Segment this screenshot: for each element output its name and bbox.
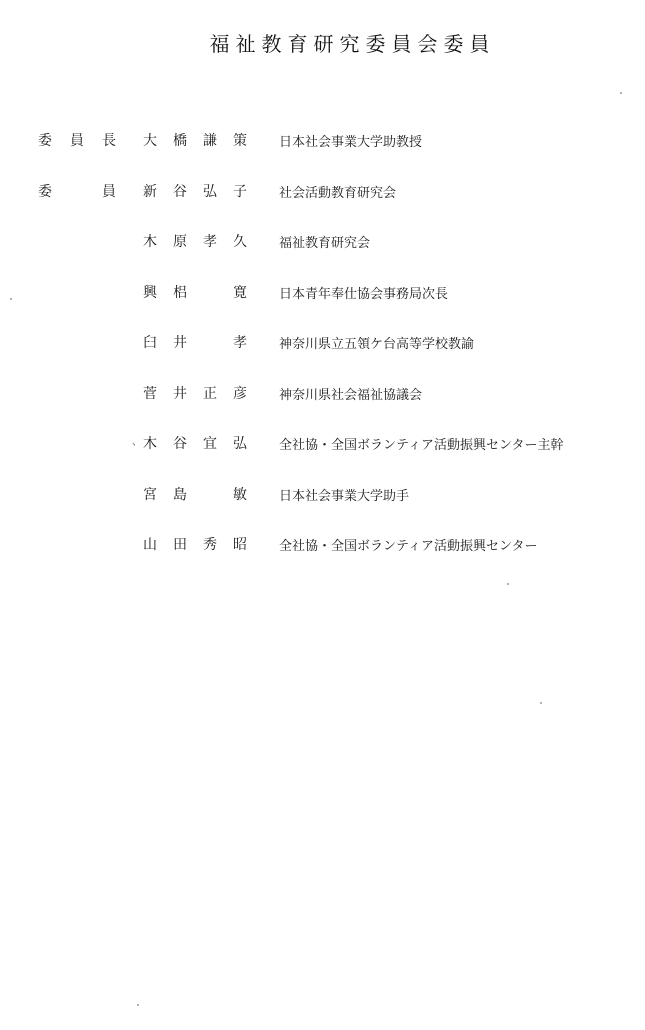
page-title: 福祉教育研究委員会委員: [209, 32, 496, 56]
member-name-char: 谷: [173, 183, 187, 200]
member-name-char: 島: [173, 486, 187, 503]
member-row: [0, 429, 645, 480]
member-name-char: 梠: [173, 284, 187, 301]
member-role-char: 委: [38, 133, 52, 149]
scan-speck: [507, 583, 509, 585]
member-affiliation: 日本社会事業大学助手: [279, 488, 410, 504]
member-row: [0, 480, 645, 531]
member-roster: [0, 126, 645, 581]
member-affiliation: 全社協・全国ボランティア活動振興センター主幹: [279, 438, 564, 453]
member-name-char: 昭: [233, 537, 247, 553]
member-role-char: 委: [38, 183, 52, 200]
member-name-char: 孝: [233, 335, 247, 351]
member-row: [0, 126, 645, 177]
member-name-char: 謙: [203, 133, 217, 149]
member-name-char: 新: [143, 183, 157, 200]
member-affiliation: 全社協・全国ボランティア活動振興センター: [279, 539, 538, 554]
member-name-char: 興: [143, 284, 157, 301]
member-affiliation: 福祉教育研究会: [279, 236, 371, 251]
member-name-char: 井: [173, 385, 187, 402]
member-name-char: 弘: [203, 183, 217, 200]
member-affiliation: 日本社会事業大学助教授: [279, 135, 423, 150]
member-name-char: 谷: [173, 436, 187, 452]
member-name-char: 敏: [233, 486, 247, 503]
member-name-char: 宮: [143, 486, 157, 503]
member-name-char: 正: [203, 385, 217, 402]
member-name-char: 原: [173, 234, 187, 250]
member-name-char: 久: [233, 234, 247, 250]
member-row: [0, 278, 645, 329]
member-role-char: 長: [102, 133, 116, 149]
member-role-char: 員: [102, 183, 116, 200]
member-name-char: 彦: [233, 385, 247, 402]
member-name-char: 秀: [203, 537, 217, 553]
member-row: [0, 177, 645, 228]
member-role-char: 員: [70, 133, 84, 149]
scan-speck: [137, 1004, 139, 1006]
member-row: [0, 530, 645, 581]
member-role: [38, 130, 116, 150]
scan-speck: [10, 298, 12, 300]
member-name-char: 木: [143, 436, 157, 452]
scan-mark: 、: [132, 437, 142, 448]
member-name-char: 田: [173, 537, 187, 553]
member-affiliation: 日本青年奉仕協会事務局次長: [279, 286, 449, 302]
scan-speck: [620, 92, 622, 94]
member-name-char: 子: [233, 183, 247, 200]
member-name-char: 臼: [143, 335, 157, 351]
member-name-char: 寛: [233, 284, 247, 301]
member-name-char: 橋: [173, 133, 187, 149]
member-name-char: 山: [143, 537, 157, 553]
member-name-char: 井: [173, 335, 187, 351]
member-row: [0, 379, 645, 430]
member-name-char: 木: [143, 234, 157, 250]
member-role: [38, 181, 116, 201]
member-affiliation: 神奈川県立五領ケ台高等学校教諭: [279, 337, 475, 352]
member-row: [0, 328, 645, 379]
member-row: [0, 227, 645, 278]
member-name-char: 菅: [143, 385, 157, 402]
member-affiliation: 神奈川県社会福祉協議会: [279, 387, 423, 403]
member-name-char: 宜: [203, 436, 217, 452]
member-name-char: 大: [143, 133, 157, 149]
scan-speck: [540, 702, 542, 704]
member-name-char: 策: [233, 133, 247, 149]
member-affiliation: 社会活動教育研究会: [279, 185, 397, 201]
member-name-char: 孝: [203, 234, 217, 250]
member-name-char: 弘: [233, 436, 247, 452]
